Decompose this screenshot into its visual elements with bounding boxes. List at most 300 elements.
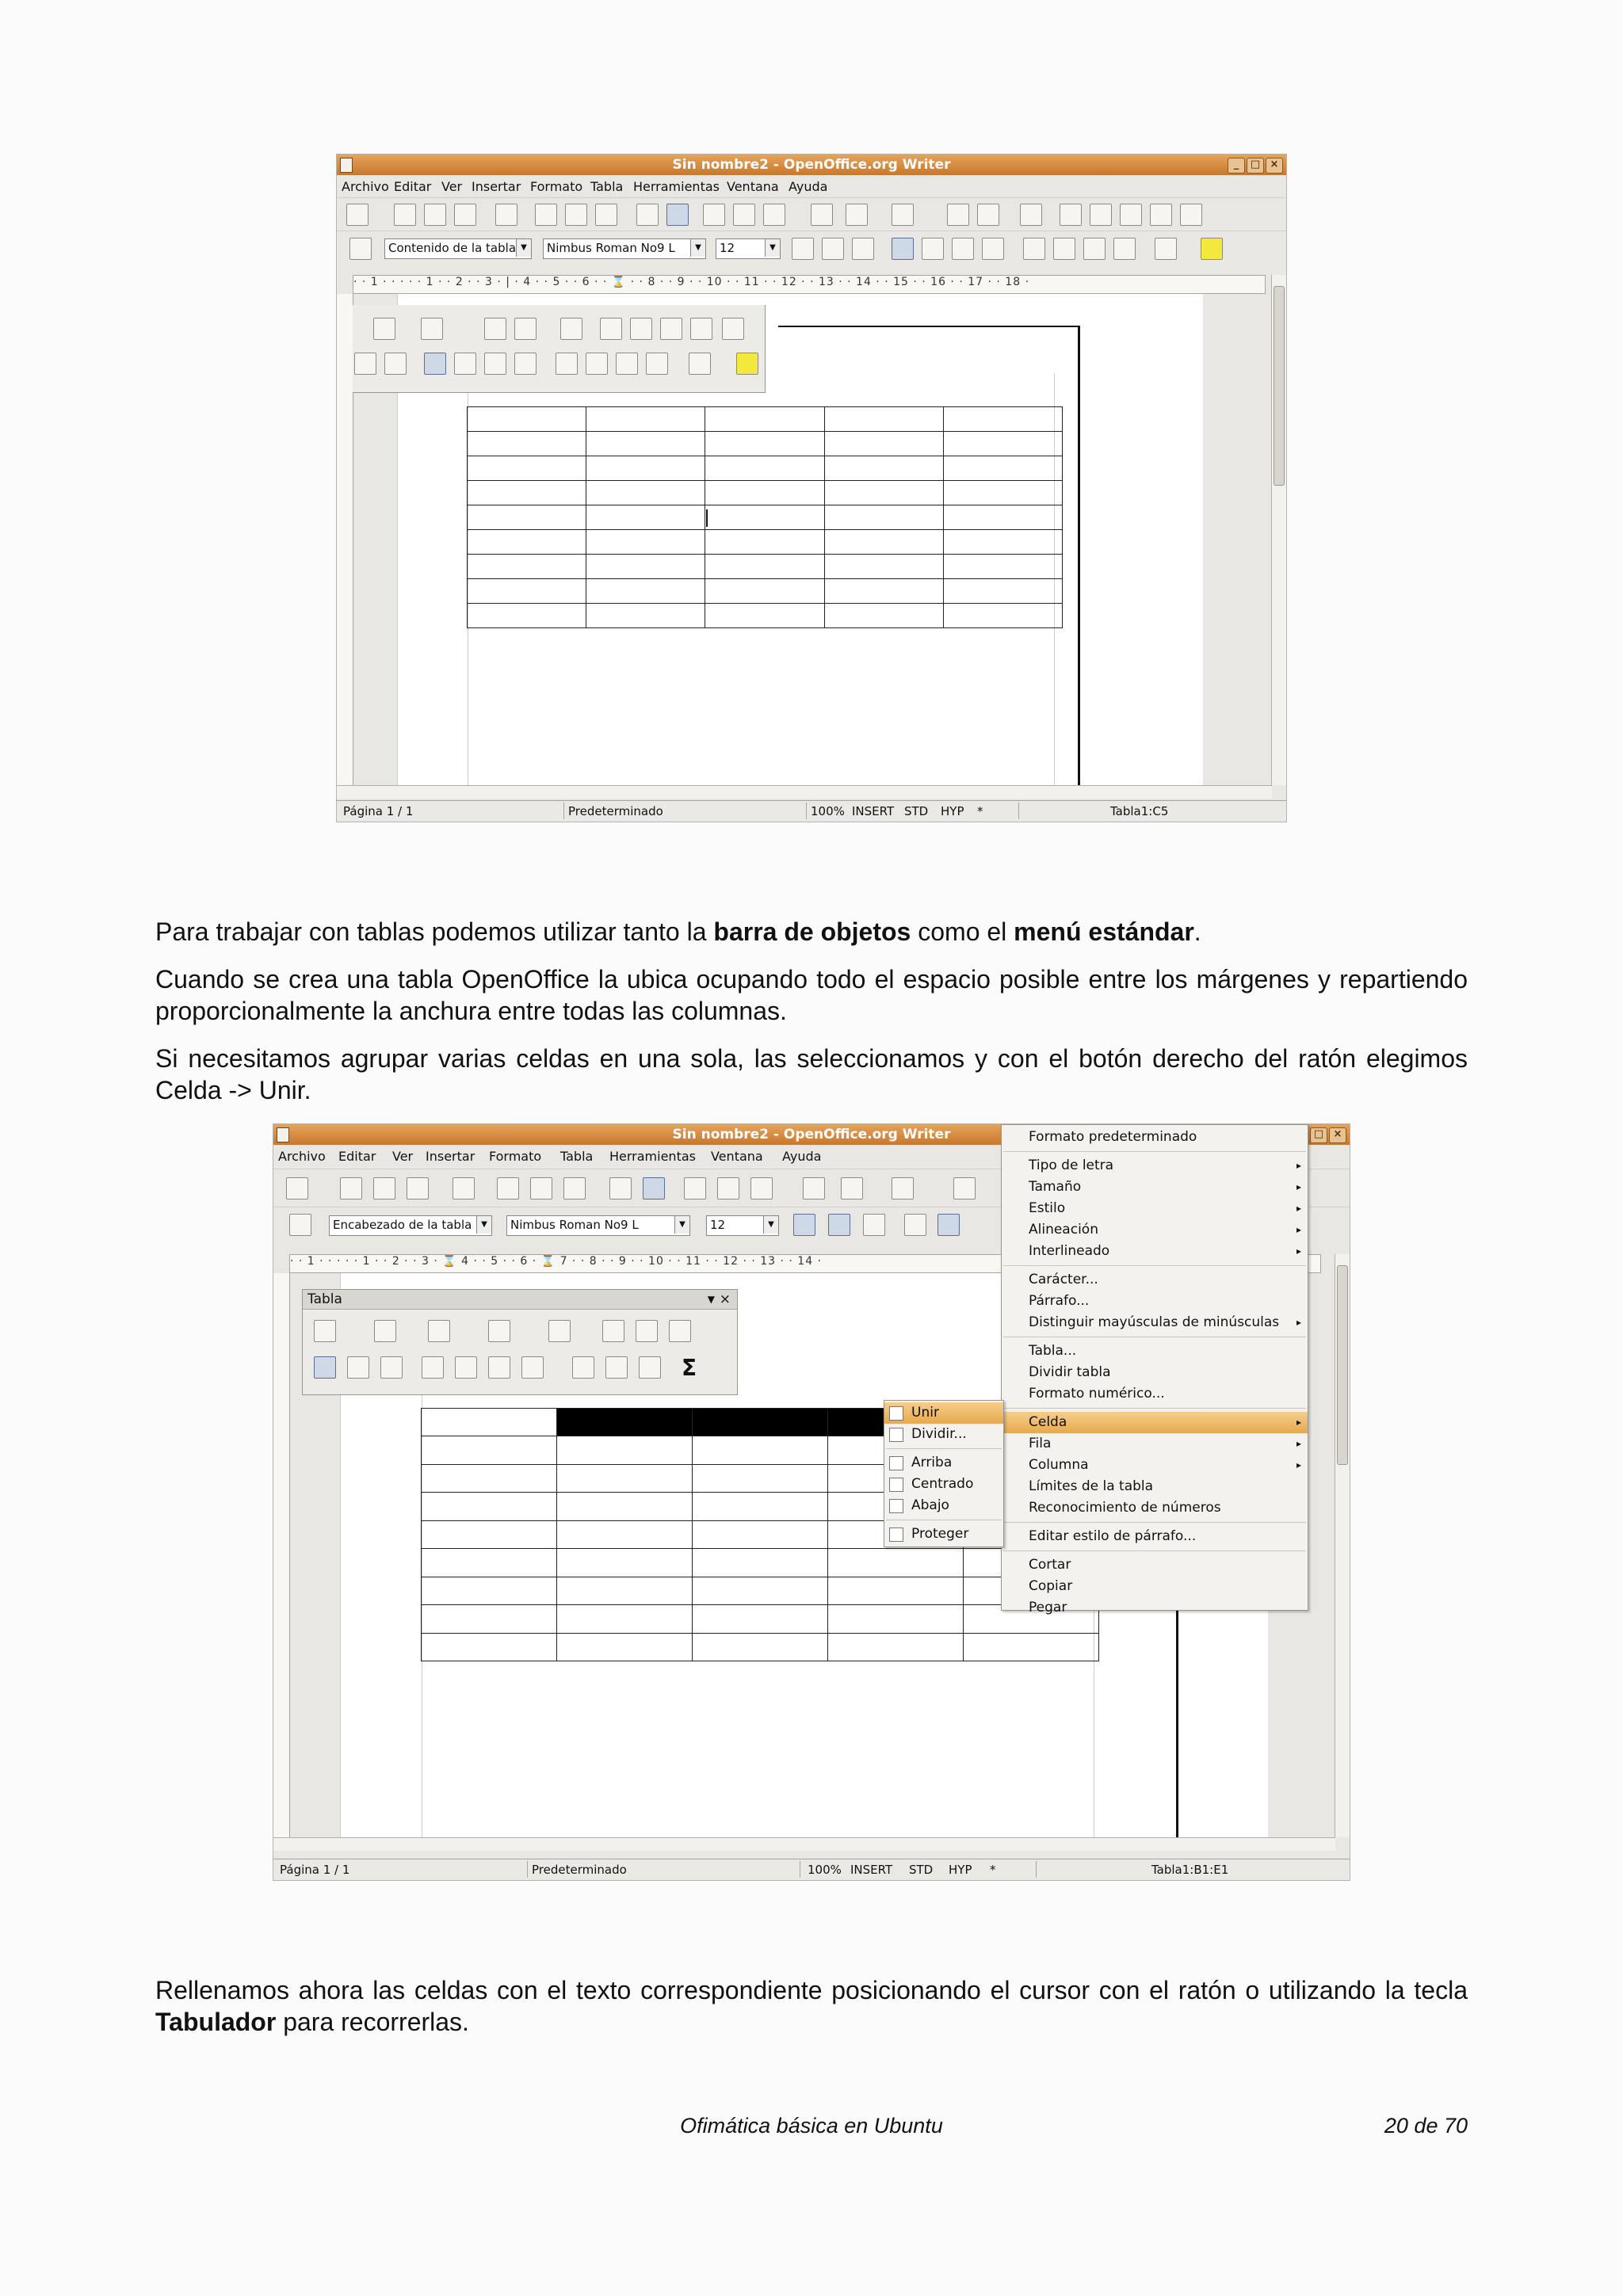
export-pdf-icon[interactable] [535, 204, 557, 226]
decrease-indent-icon[interactable] [616, 353, 638, 375]
font-size-value: 12 [720, 241, 735, 255]
table-cell[interactable] [557, 1577, 693, 1604]
redo-icon[interactable] [892, 204, 914, 226]
cell-submenu-item[interactable] [884, 1452, 1003, 1474]
autoformat-icon[interactable] [669, 1320, 691, 1342]
menu-ayuda[interactable]: Ayuda [782, 1149, 822, 1164]
table-cell[interactable] [557, 1493, 693, 1520]
font-size-combo[interactable] [706, 1215, 779, 1236]
hyperlink-icon[interactable] [484, 318, 506, 340]
underline-icon[interactable] [354, 353, 376, 375]
menu-item-label: Pegar [1029, 1600, 1067, 1615]
menu-archivo[interactable]: Archivo [278, 1149, 326, 1164]
submenu-arrow-icon: ▸ [1296, 1459, 1301, 1470]
table-cell[interactable] [824, 530, 943, 555]
table-cell[interactable] [422, 1549, 557, 1577]
table-cell[interactable] [824, 505, 943, 530]
chevron-down-icon[interactable]: ▼ [476, 1216, 491, 1234]
underline-icon[interactable] [863, 1214, 885, 1236]
context-menu-item[interactable] [1002, 1476, 1308, 1497]
align-left-icon[interactable] [424, 353, 446, 375]
context-menu [1001, 1124, 1308, 1615]
table-row [468, 604, 1063, 628]
vertical-ruler[interactable] [273, 1273, 290, 1837]
table-cell[interactable] [557, 1409, 693, 1436]
table-cell[interactable] [705, 604, 824, 628]
context-menu-item[interactable] [1002, 1526, 1308, 1547]
status-page: Página 1 / 1 [280, 1863, 350, 1877]
context-menu-item[interactable] [1002, 1219, 1308, 1241]
align-right-icon[interactable] [952, 238, 974, 260]
table-cell[interactable] [693, 1520, 828, 1548]
status-hyp[interactable]: HYP [941, 804, 964, 818]
table-cell[interactable] [586, 481, 705, 505]
sort-icon[interactable] [639, 1356, 661, 1379]
open-icon[interactable] [394, 204, 416, 226]
window-title: Sin nombre2 - OpenOffice.org Writer [672, 157, 951, 173]
new-document-icon[interactable] [286, 1177, 308, 1199]
table-cell[interactable] [557, 1436, 693, 1464]
table-cell[interactable] [693, 1605, 828, 1633]
table-cell[interactable] [422, 1409, 557, 1436]
table-cell[interactable] [824, 456, 943, 481]
undo-icon[interactable] [846, 204, 868, 226]
table-cell[interactable] [828, 1633, 964, 1661]
maximize-icon[interactable]: □ [1247, 158, 1264, 174]
menu-ventana[interactable]: Ventana [711, 1149, 763, 1164]
vertical-scrollbar[interactable] [1335, 1254, 1350, 1837]
paragraph-text: como el [911, 917, 1014, 946]
cut-icon[interactable] [684, 1177, 706, 1199]
menu-item-label: Abajo [911, 1497, 949, 1513]
table-cell[interactable] [586, 530, 705, 555]
menu-item-label: Cortar [1029, 1557, 1071, 1573]
align-top-icon[interactable] [314, 1356, 336, 1379]
paste-icon[interactable] [750, 1177, 773, 1199]
document-icon [340, 158, 353, 173]
table-cell[interactable] [943, 456, 1062, 481]
table-cell[interactable] [693, 1633, 828, 1661]
paragraph-text: . [1193, 917, 1201, 946]
context-menu-item[interactable] [1002, 1241, 1308, 1262]
table-cell[interactable] [586, 407, 705, 432]
floating-toolbar-titlebar[interactable] [303, 1290, 737, 1310]
table-cell[interactable] [705, 456, 824, 481]
table-cell[interactable] [693, 1577, 828, 1604]
table-cell[interactable] [422, 1464, 557, 1492]
chevron-down-icon[interactable]: ▼ [674, 1216, 689, 1234]
cell-action-icon [889, 1527, 903, 1542]
context-menu-item[interactable] [1002, 1198, 1308, 1219]
status-zoom[interactable]: 100% [811, 804, 845, 818]
highlight-icon[interactable] [736, 353, 758, 375]
toolbar-options-icon[interactable]: ▼ [707, 1294, 715, 1305]
numbering-icon[interactable] [556, 353, 578, 375]
edit-file-icon[interactable] [453, 1177, 475, 1199]
cut-icon[interactable] [703, 204, 725, 226]
align-center-icon[interactable] [922, 238, 944, 260]
table-cell[interactable] [828, 1605, 964, 1633]
save-icon[interactable] [424, 204, 446, 226]
increase-indent-icon[interactable] [1113, 238, 1136, 260]
bold-icon[interactable] [793, 1214, 815, 1236]
cell-submenu-item[interactable] [884, 1424, 1003, 1445]
chevron-down-icon[interactable]: ▼ [763, 1216, 778, 1234]
justify-icon[interactable] [982, 238, 1004, 260]
cell-submenu-item[interactable] [884, 1524, 1003, 1545]
table-cell[interactable] [468, 579, 586, 604]
cell-submenu-item[interactable] [884, 1402, 1003, 1424]
status-style[interactable]: Predeterminado [532, 1863, 627, 1877]
align-vcenter-icon[interactable] [347, 1356, 369, 1379]
menu-separator [1003, 1408, 1306, 1409]
outline-font-icon[interactable] [384, 353, 407, 375]
table-icon[interactable] [514, 318, 537, 340]
data-sources-icon[interactable] [1150, 204, 1172, 226]
table-cell[interactable] [693, 1409, 828, 1436]
table-cell[interactable] [422, 1605, 557, 1633]
table-cell[interactable] [705, 579, 824, 604]
table-cell[interactable] [943, 505, 1062, 530]
merge-cells-icon[interactable] [602, 1320, 624, 1342]
table-cell[interactable] [557, 1605, 693, 1633]
export-pdf-icon[interactable] [497, 1177, 519, 1199]
table-cell[interactable] [693, 1436, 828, 1464]
gallery-icon[interactable] [1120, 204, 1142, 226]
close-icon[interactable]: × [1266, 158, 1283, 174]
redo-icon[interactable] [421, 318, 443, 340]
table-cell[interactable] [824, 555, 943, 579]
table-row [468, 407, 1063, 432]
floating-table-toolbar[interactable] [302, 1289, 738, 1395]
context-menu-item[interactable] [1002, 1155, 1308, 1177]
background-color-icon[interactable] [548, 1320, 571, 1342]
table-cell[interactable] [693, 1549, 828, 1577]
formatting-marks-icon[interactable] [1180, 204, 1202, 226]
bullets-icon[interactable] [1053, 238, 1075, 260]
optimize-icon[interactable] [605, 1356, 628, 1379]
table-cell[interactable] [828, 1549, 964, 1577]
paste-icon[interactable] [763, 204, 785, 226]
print-icon[interactable] [530, 1177, 552, 1199]
table-cell[interactable] [705, 530, 824, 555]
print-preview-icon[interactable] [563, 1177, 586, 1199]
close-icon[interactable]: × [1329, 1127, 1346, 1143]
menu-tabla[interactable]: Tabla [560, 1149, 594, 1164]
paragraph-fill-cells [155, 1974, 1468, 2038]
status-modified: * [977, 804, 983, 818]
horizontal-scrollbar[interactable] [337, 785, 1272, 799]
table-cell[interactable] [557, 1464, 693, 1492]
navigator-icon[interactable] [1090, 204, 1112, 226]
bullets-icon[interactable] [586, 353, 608, 375]
bold-icon[interactable] [792, 238, 814, 260]
print-preview-icon[interactable] [595, 204, 617, 226]
undo-icon[interactable] [841, 1177, 863, 1199]
table-cell[interactable] [422, 1577, 557, 1604]
copy-icon[interactable] [717, 1177, 739, 1199]
table-cell[interactable] [693, 1493, 828, 1520]
email-icon[interactable] [454, 204, 476, 226]
highlight-icon[interactable] [1201, 238, 1223, 260]
context-menu-item[interactable] [1002, 1177, 1308, 1198]
menu-formato[interactable]: Formato [489, 1149, 542, 1164]
status-separator [563, 803, 564, 819]
page-right-border [1078, 326, 1080, 785]
vertical-scrollbar[interactable] [1271, 275, 1286, 785]
decrease-indent-icon[interactable] [1083, 238, 1106, 260]
chevron-down-icon[interactable]: ▼ [765, 239, 780, 257]
context-menu-item[interactable] [1002, 1412, 1308, 1433]
line-style-icon[interactable] [374, 1320, 396, 1342]
context-menu-item[interactable] [1002, 1597, 1308, 1619]
menu-insertar[interactable]: Insertar [472, 179, 521, 194]
styles-icon[interactable] [349, 238, 372, 260]
table-cell[interactable] [828, 1577, 964, 1604]
status-separator [806, 803, 807, 819]
table-cell[interactable] [824, 407, 943, 432]
table-cell[interactable] [705, 505, 824, 530]
italic-icon[interactable] [822, 238, 844, 260]
table-cell[interactable] [422, 1520, 557, 1548]
numbering-icon[interactable] [1023, 238, 1045, 260]
paragraph-style-combo[interactable] [384, 238, 532, 259]
table-cell[interactable] [586, 604, 705, 628]
email-icon[interactable] [407, 1177, 429, 1199]
table-cell[interactable] [824, 604, 943, 628]
table-cell[interactable] [824, 579, 943, 604]
font-color-icon[interactable] [689, 353, 711, 375]
hyperlink-icon[interactable] [947, 204, 969, 226]
horizontal-scrollbar[interactable] [273, 1837, 1335, 1851]
context-menu-item[interactable] [1002, 1341, 1308, 1362]
menu-tabla[interactable]: Tabla [590, 179, 624, 194]
table-cell[interactable] [468, 505, 586, 530]
chevron-down-icon[interactable]: ▼ [516, 239, 531, 257]
insert-column-icon[interactable] [455, 1356, 477, 1379]
borders-icon[interactable] [488, 1320, 510, 1342]
table-cell[interactable] [557, 1549, 693, 1577]
menu-ayuda[interactable]: Ayuda [789, 179, 828, 194]
paragraph-style-value: Contenido de la tabla [388, 241, 517, 255]
font-name-combo[interactable] [543, 238, 706, 259]
bold-term: Tabulador [155, 2008, 277, 2036]
minimize-icon[interactable]: _ [1228, 158, 1245, 174]
menu-item-label: Dividir... [911, 1426, 967, 1442]
draw-functions-icon[interactable] [560, 318, 582, 340]
context-menu-item[interactable] [1002, 1312, 1308, 1333]
table-cell[interactable] [468, 432, 586, 456]
table-cell[interactable] [824, 432, 943, 456]
submenu-arrow-icon: ▸ [1296, 1317, 1301, 1328]
spellcheck-icon[interactable] [609, 1177, 632, 1199]
table-cell[interactable] [422, 1436, 557, 1464]
table-cell[interactable] [468, 530, 586, 555]
ruler-scale: · · 1 · · · · · 1 · · 2 · · 3 · | · 4 · · 5 · · 6 · · ⌛ · · 8 · · 9 · · 10 · · 11 · · 12 · · 13 · · 14 · · 15 · · 16 · · 17 · · 18 · [353, 276, 1030, 288]
paragraph-merge-cells: Si necesitamos agrupar varias celdas en una sola, las seleccionamos y con el botón derecho del ratón elegimos Celda -> Unir. [155, 1044, 1468, 1104]
table-cell[interactable] [705, 407, 824, 432]
close-icon[interactable]: × [719, 1291, 731, 1307]
status-insert[interactable]: INSERT [850, 1863, 893, 1877]
menu-item-label: Centrado [911, 1476, 974, 1492]
delete-column-icon[interactable] [521, 1356, 544, 1379]
table-cell[interactable] [586, 579, 705, 604]
table-cell[interactable] [468, 481, 586, 505]
hyperlink-icon[interactable] [953, 1177, 976, 1199]
table-cell[interactable] [586, 505, 705, 530]
table-cell[interactable] [705, 555, 824, 579]
table-cell[interactable] [468, 555, 586, 579]
align-center-icon[interactable] [938, 1214, 960, 1236]
menu-item-label: Proteger [911, 1526, 969, 1542]
context-menu-item[interactable] [1002, 1497, 1308, 1519]
gallery-icon[interactable] [660, 318, 682, 340]
vertical-ruler[interactable] [337, 294, 353, 785]
open-icon[interactable] [340, 1177, 362, 1199]
menu-archivo[interactable]: Archivo [342, 179, 389, 194]
save-icon[interactable] [373, 1177, 395, 1199]
navigator-icon[interactable] [630, 318, 652, 340]
redo-icon[interactable] [892, 1177, 914, 1199]
page-top-border [778, 326, 1079, 327]
print-icon[interactable] [565, 204, 587, 226]
paragraph-style-combo[interactable] [329, 1215, 492, 1236]
menu-herramientas[interactable]: Herramientas [633, 179, 720, 194]
status-zoom[interactable]: 100% [808, 1863, 842, 1877]
cell-action-icon [889, 1428, 903, 1442]
table-cell[interactable] [705, 432, 824, 456]
table-cell[interactable] [468, 407, 586, 432]
align-left-icon[interactable] [892, 238, 914, 260]
draw-functions-icon[interactable] [1020, 204, 1042, 226]
table-cell[interactable] [964, 1633, 1099, 1661]
menu-ver[interactable]: Ver [392, 1149, 414, 1164]
text-cursor [706, 509, 708, 527]
italic-icon[interactable] [828, 1214, 850, 1236]
context-menu-item[interactable] [1002, 1362, 1308, 1383]
autospellcheck-icon[interactable] [643, 1177, 665, 1199]
border-color-icon[interactable] [428, 1320, 450, 1342]
table-cell[interactable] [693, 1464, 828, 1492]
new-document-icon[interactable] [346, 204, 369, 226]
table-icon[interactable] [977, 204, 999, 226]
table-cell[interactable] [557, 1520, 693, 1548]
find-replace-icon[interactable] [1060, 204, 1082, 226]
undo-icon[interactable] [373, 318, 395, 340]
table-cell[interactable] [943, 555, 1062, 579]
table-cell[interactable] [586, 432, 705, 456]
status-style[interactable]: Predeterminado [568, 804, 663, 818]
table-cell[interactable] [824, 481, 943, 505]
scrollbar-thumb[interactable] [1274, 286, 1285, 486]
formatting-marks-icon[interactable] [722, 318, 744, 340]
format-paintbrush-icon[interactable] [803, 1177, 825, 1199]
menu-formato[interactable]: Formato [530, 179, 583, 194]
menu-item-label: Alineación [1029, 1222, 1098, 1238]
table-cell[interactable] [586, 456, 705, 481]
context-menu-item[interactable] [1002, 1127, 1308, 1148]
status-std[interactable]: STD [909, 1863, 934, 1877]
table-cell[interactable] [943, 432, 1062, 456]
format-paintbrush-icon[interactable] [811, 204, 833, 226]
table-cell[interactable] [557, 1633, 693, 1661]
context-menu-item[interactable] [1002, 1433, 1308, 1455]
insert-table-icon[interactable] [314, 1320, 336, 1342]
table-cell[interactable] [468, 456, 586, 481]
maximize-icon[interactable]: □ [1310, 1127, 1327, 1143]
cell-submenu-item[interactable] [884, 1474, 1003, 1495]
autospellcheck-icon[interactable] [666, 204, 689, 226]
table-cell[interactable] [943, 481, 1062, 505]
find-replace-icon[interactable] [600, 318, 622, 340]
table-cell[interactable] [586, 555, 705, 579]
chevron-down-icon[interactable]: ▼ [690, 239, 705, 257]
font-color-icon[interactable] [1155, 238, 1177, 260]
table-cell[interactable] [422, 1493, 557, 1520]
align-left-icon[interactable] [904, 1214, 926, 1236]
sum-icon[interactable]: Σ [682, 1355, 697, 1381]
table-properties-icon[interactable] [572, 1356, 594, 1379]
context-menu-item[interactable] [1002, 1383, 1308, 1405]
data-sources-icon[interactable] [690, 318, 712, 340]
scrollbar-thumb[interactable] [1337, 1265, 1348, 1465]
object-bar-overlay [353, 305, 766, 393]
horizontal-ruler[interactable] [353, 275, 1266, 294]
context-menu-item[interactable] [1002, 1455, 1308, 1476]
table-cell[interactable] [943, 604, 1062, 628]
align-right-icon[interactable] [484, 353, 506, 375]
insert-row-icon[interactable] [422, 1356, 444, 1379]
split-cells-icon[interactable] [636, 1320, 658, 1342]
table-cell[interactable] [705, 481, 824, 505]
menu-herramientas[interactable]: Herramientas [609, 1149, 696, 1164]
table-cell[interactable] [943, 407, 1062, 432]
menu-item-label: Interlineado [1029, 1243, 1110, 1259]
context-menu-item[interactable] [1002, 1576, 1308, 1597]
copy-icon[interactable] [733, 204, 755, 226]
status-std[interactable]: STD [904, 804, 929, 818]
context-menu-item[interactable] [1002, 1269, 1308, 1291]
table-cell[interactable] [943, 579, 1062, 604]
underline-icon[interactable] [852, 238, 874, 260]
menu-insertar[interactable]: Insertar [426, 1149, 475, 1164]
spellcheck-icon[interactable] [636, 204, 659, 226]
status-insert[interactable]: INSERT [852, 804, 895, 818]
delete-row-icon[interactable] [488, 1356, 510, 1379]
cell-action-icon [889, 1406, 903, 1421]
increase-indent-icon[interactable] [646, 353, 668, 375]
context-menu-item[interactable] [1002, 1554, 1308, 1576]
document-table[interactable] [467, 406, 1063, 628]
table-cell[interactable] [422, 1633, 557, 1661]
align-center-icon[interactable] [454, 353, 476, 375]
table-cell[interactable] [468, 604, 586, 628]
font-size-combo[interactable] [716, 238, 781, 259]
justify-icon[interactable] [514, 353, 537, 375]
styles-icon[interactable] [289, 1214, 311, 1236]
menu-editar[interactable]: Editar [338, 1149, 376, 1164]
status-hyp[interactable]: HYP [949, 1863, 972, 1877]
menu-editar[interactable]: Editar [394, 179, 432, 194]
menu-ver[interactable]: Ver [441, 179, 463, 194]
context-menu-item[interactable] [1002, 1291, 1308, 1312]
menu-ventana[interactable]: Ventana [727, 179, 779, 194]
align-bottom-icon[interactable] [380, 1356, 403, 1379]
font-name-combo[interactable] [506, 1215, 690, 1236]
table-cell[interactable] [943, 530, 1062, 555]
edit-file-icon[interactable] [495, 204, 517, 226]
cell-submenu-item[interactable] [884, 1495, 1003, 1516]
